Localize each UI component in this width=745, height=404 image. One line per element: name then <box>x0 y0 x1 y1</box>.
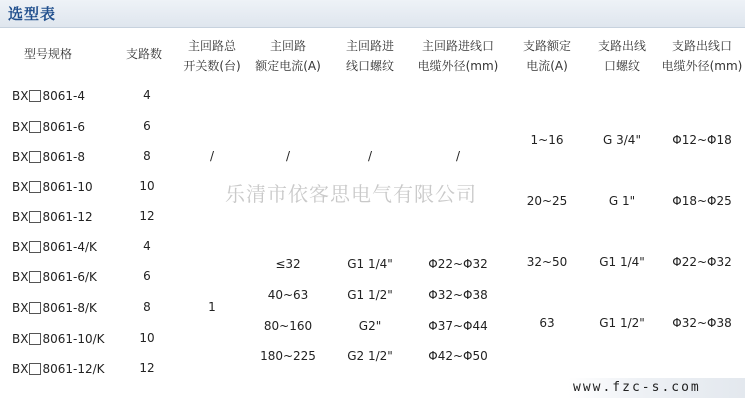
main-current: 80~160 <box>263 319 313 333</box>
branch-count: 6 <box>143 269 151 283</box>
branch-count: 12 <box>139 361 155 375</box>
branch-current: 20~25 <box>526 194 568 208</box>
header-main-thread: 主回路进 线口螺纹 <box>345 39 394 73</box>
branch-cable: Φ22~Φ32 <box>672 255 732 269</box>
group1-main-thread: / <box>367 149 373 163</box>
branch-count: 10 <box>139 179 155 193</box>
checkbox-placeholder <box>29 241 41 253</box>
branch-thread: G1 1/2" <box>599 316 645 330</box>
branch-thread: G 3/4" <box>603 133 641 147</box>
branch-count: 4 <box>143 239 151 253</box>
group2-main-switch: 1 <box>208 300 216 314</box>
table-row: BX 8061-8/K <box>12 300 97 315</box>
table-row: BX 8061-10 <box>12 179 93 194</box>
title-bar <box>0 0 745 28</box>
table-row: BX 8061-6 <box>12 119 85 134</box>
header-branch-cable: 支路出线口 电缆外径(mm) <box>661 39 743 73</box>
header-model: 型号规格 <box>24 47 73 61</box>
group1-main-cable: / <box>455 149 461 163</box>
branch-cable: Φ12~Φ18 <box>672 133 732 147</box>
checkbox-placeholder <box>29 151 41 163</box>
checkbox-placeholder <box>29 333 41 345</box>
main-thread: G1 1/2" <box>347 288 393 302</box>
main-thread: G1 1/4" <box>347 257 393 271</box>
page-title: 选型表 <box>8 5 57 23</box>
main-cable: Φ22~Φ32 <box>428 257 488 271</box>
website-url: www.fzc-s.com <box>573 380 701 395</box>
branch-current: 63 <box>539 316 555 330</box>
table-row: BX 8061-12 <box>12 209 93 224</box>
branch-cable: Φ32~Φ38 <box>672 316 732 330</box>
table-row: BX 8061-10/K <box>12 331 105 346</box>
checkbox-placeholder <box>29 90 41 102</box>
checkbox-placeholder <box>29 271 41 283</box>
main-current: ≤32 <box>275 257 301 271</box>
table-row: BX 8061-4 <box>12 88 85 103</box>
main-cable: Φ37~Φ44 <box>428 319 488 333</box>
header-main-current: 主回路 额定电流(A) <box>255 39 321 73</box>
branch-cable: Φ18~Φ25 <box>672 194 732 208</box>
branch-count: 10 <box>139 331 155 345</box>
table-row: BX 8061-12/K <box>12 361 105 376</box>
group1-main-current: / <box>285 149 291 163</box>
header-main-switch: 主回路总 开关数(台) <box>183 39 241 73</box>
checkbox-placeholder <box>29 121 41 133</box>
main-thread: G2 1/2" <box>347 349 393 363</box>
main-cable: Φ32~Φ38 <box>428 288 488 302</box>
branch-count: 8 <box>143 300 151 314</box>
branch-count: 6 <box>143 119 151 133</box>
header-branch-thread: 支路出线 口螺纹 <box>597 39 646 73</box>
table-row: BX 8061-8 <box>12 149 85 164</box>
header-main-cable: 主回路进线口 电缆外径(mm) <box>417 39 499 73</box>
checkbox-placeholder <box>29 302 41 314</box>
checkbox-placeholder <box>29 181 41 193</box>
group1-main-switch: / <box>209 149 215 163</box>
header-branches: 支路数 <box>126 47 163 61</box>
company-watermark: 乐清市依客思电气有限公司 <box>225 182 477 206</box>
main-thread: G2" <box>358 319 382 333</box>
branch-count: 12 <box>139 209 155 223</box>
table-row: BX 8061-6/K <box>12 269 97 284</box>
main-current: 40~63 <box>267 288 309 302</box>
checkbox-placeholder <box>29 363 41 375</box>
table-row: BX 8061-4/K <box>12 239 97 254</box>
header-branch-current: 支路额定 电流(A) <box>522 39 571 73</box>
main-cable: Φ42~Φ50 <box>428 349 488 363</box>
branch-thread: G 1" <box>608 194 636 208</box>
checkbox-placeholder <box>29 211 41 223</box>
branch-count: 8 <box>143 149 151 163</box>
branch-thread: G1 1/4" <box>599 255 645 269</box>
main-current: 180~225 <box>260 349 316 363</box>
branch-current: 1~16 <box>530 133 564 147</box>
branch-count: 4 <box>143 88 151 102</box>
branch-current: 32~50 <box>526 255 568 269</box>
